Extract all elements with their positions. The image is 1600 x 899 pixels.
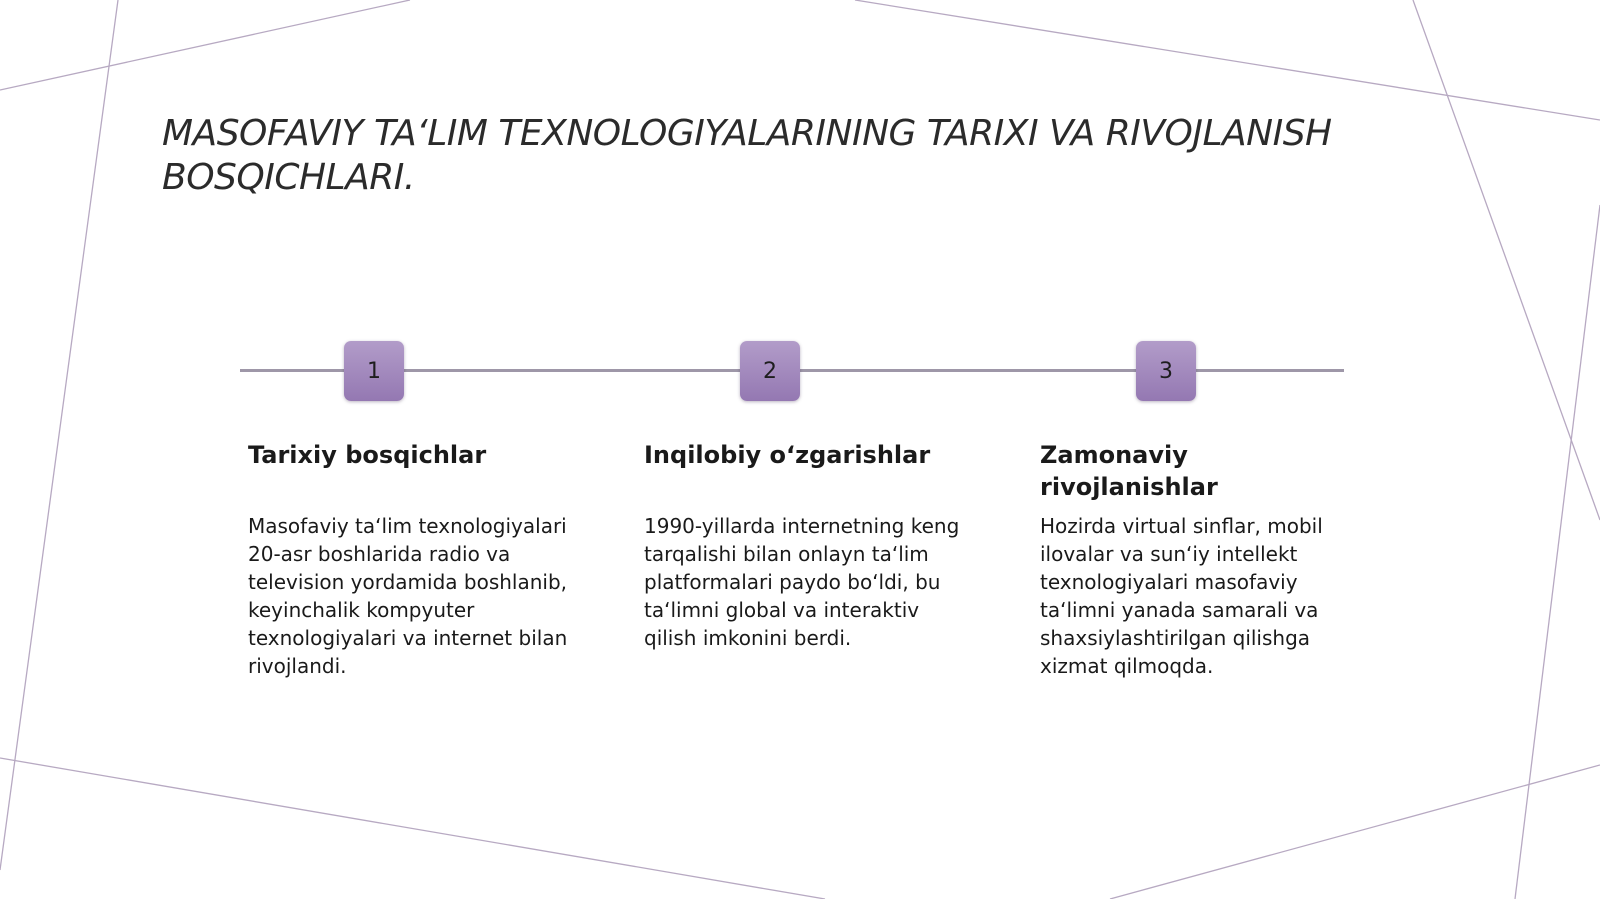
step-badge-2: 2 (740, 341, 800, 401)
step-badge-3: 3 (1136, 341, 1196, 401)
decor-line (1110, 765, 1600, 899)
decor-line (1413, 0, 1600, 520)
step-badge-1: 1 (344, 341, 404, 401)
decor-line (0, 0, 410, 90)
decor-line (0, 758, 825, 899)
step-body-2: 1990-yillarda internetning keng tarqalishi bilan onlayn ta‘lim platformalari paydo bo‘ldi, bu ta‘limni global va interaktiv qilish imkonini berdi. (644, 514, 960, 650)
step-heading-2: Inqilobiy o‘zgarishlar (644, 441, 931, 469)
decor-line (0, 0, 118, 870)
step-heading-3: Zamonaviy rivojlanishlar (1040, 441, 1218, 501)
step-heading-1: Tarixiy bosqichlar (248, 441, 487, 469)
decor-line (1515, 205, 1600, 899)
decor-line (855, 0, 1600, 120)
step-body-1: Masofaviy ta‘lim texnologiyalari 20-asr boshlarida radio va television yordamida boshlanib, keyinchalik kompyuter texnologiyalari va internet bilan rivojlandi. (248, 514, 568, 678)
step-body-3: Hozirda virtual sinflar, mobil ilovalar va sun‘iy intellekt texnologiyalari masofaviy ta‘limni yanada samarali va shaxsiylashtirilgan qilishga xizmat qilmoqda. (1040, 514, 1323, 678)
slide-title: MASOFAVIY TA‘LIM TEXNOLOGIYALARINING TARIXI VA RIVOJLANISH BOSQICHLARI. (162, 113, 1332, 198)
